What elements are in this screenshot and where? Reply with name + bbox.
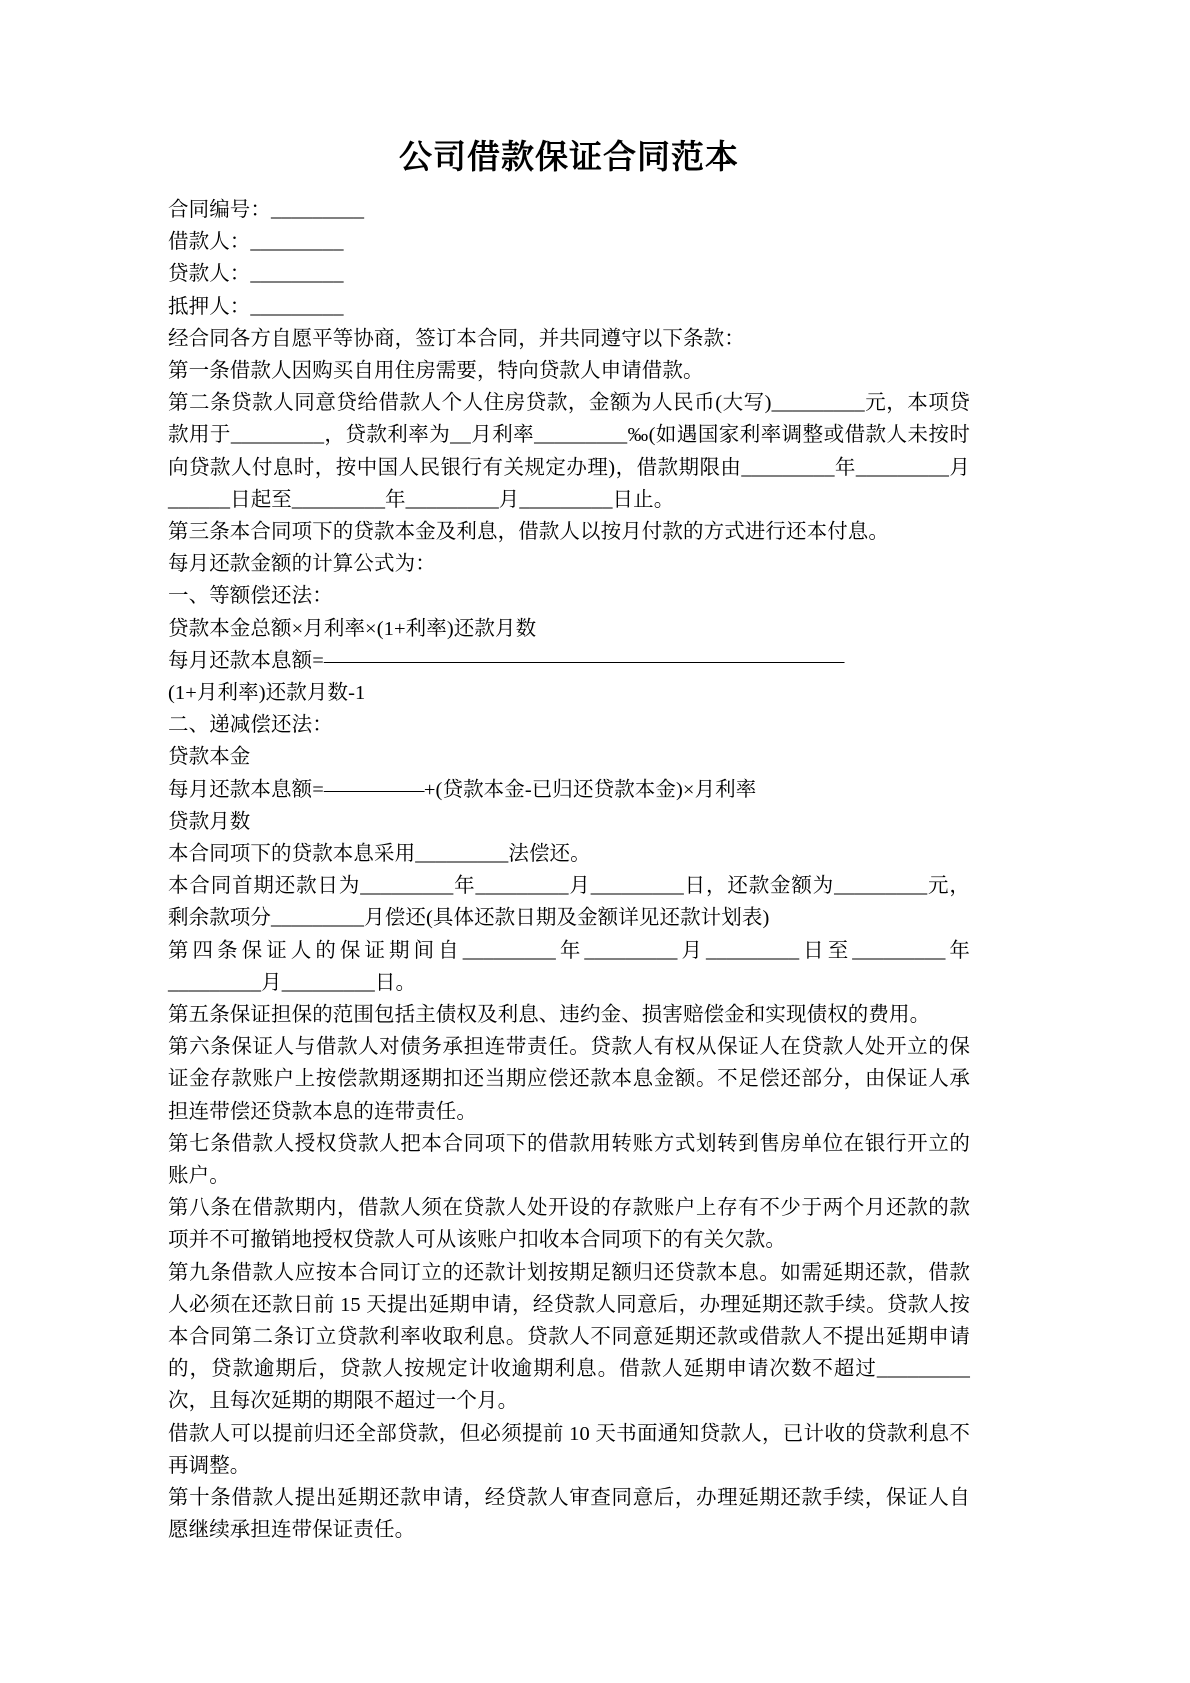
clause-9: 第九条借款人应按本合同订立的还款计划按期足额归还贷款本息。如需延期还款，借款人必须在还款日前 15 天提出延期申请，经贷款人同意后，办理延期还款手续。贷款人按本合同第二条订立贷款利率收取利息。贷款人不同意延期还款或借款人不提出延期申请的，贷款逾期后，贷款人按规定计收逾期利息。借款人延期申请次数不超过_________次，且每次延期的期限不超过一个月。 (168, 1261, 970, 1413)
preamble-paragraph: 经合同各方自愿平等协商，签订本合同，并共同遵守以下条款： (168, 327, 745, 350)
formula-method-2-heading: 二、递减偿还法： (168, 714, 333, 737)
formula-method-1-fraction-bar: —————————————————————————— (323, 649, 844, 672)
clause-6: 第六条保证人与借款人对债务承担连带责任。贷款人有权从保证人在贷款人处开立的保证金存款账户上按偿款期逐期扣还当期应偿还款本息金额。不足偿还部分，由保证人承担连带偿还贷款本息的连带责任。 (168, 1036, 970, 1123)
formula-intro: 每月还款金额的计算公式为： (168, 553, 436, 576)
field-contract-number-label: 合同编号： (168, 198, 271, 221)
field-contract-number (168, 194, 970, 226)
first-repayment-date-line: 本合同首期还款日为_________年_________月_________日，还款金额为_________元，剩余款项分_________月偿还(具体还款日期及金额详见还款计划表) (168, 875, 970, 930)
field-contract-number-blank[interactable]: _________ (271, 198, 365, 221)
repayment-method-blank[interactable]: _________ (415, 843, 509, 865)
formula-method-2-equation-tail: +(贷款本金-已归还贷款本金)×月利率 (423, 778, 757, 801)
formula-method-2-denominator: 贷款月数 (168, 810, 251, 833)
formula-method-2-equation-label: 每月还款本息额= (168, 778, 324, 801)
field-mortgagor-blank[interactable]: _________ (250, 295, 344, 318)
formula-method-1-denominator: (1+月利率)还款月数-1 (168, 681, 366, 704)
document-body (168, 194, 970, 1547)
field-mortgagor (168, 291, 970, 323)
repayment-method-suffix: 法偿还。 (508, 843, 591, 865)
clause-9-prepayment: 借款人可以提前归还全部贷款，但必须提前 10 天书面通知贷款人，已计收的贷款利息不再调整。 (168, 1422, 970, 1477)
field-lender-label: 贷款人： (168, 263, 251, 286)
page-title: 公司借款保证合同范本 (399, 137, 739, 176)
field-borrower-blank[interactable]: _________ (250, 231, 344, 254)
formula-method-1-equation-label: 每月还款本息额= (168, 649, 324, 672)
clause-3: 第三条本合同项下的贷款本金及利息，借款人以按月付款的方式进行还本付息。 (168, 520, 889, 543)
field-lender-blank[interactable]: _________ (250, 263, 344, 286)
clause-5: 第五条保证担保的范围包括主债权及利息、违约金、损害赔偿金和实现债权的费用。 (168, 1004, 931, 1027)
field-borrower-label: 借款人： (168, 231, 251, 254)
clause-1: 第一条借款人因购买自用住房需要，特向贷款人申请借款。 (168, 359, 704, 382)
formula-method-2-numerator: 贷款本金 (168, 746, 251, 769)
clause-2: 第二条贷款人同意贷给借款人个人住房贷款，金额为人民币(大写)_________元，本项贷款用于_________，贷款利率为__月利率_________‰(如遇国家利率调整或借款人未按时向贷款人付息时，按中国人民银行有关规定办理)，借款期限由_________年_________月______日起至_________年_________月_________日止。 (168, 392, 970, 511)
formula-method-1-numerator: 贷款本金总额×月利率×(1+利率)还款月数 (168, 617, 537, 640)
clause-7: 第七条借款人授权贷款人把本合同项下的借款用转账方式划转到售房单位在银行开立的账户。 (168, 1132, 970, 1188)
clause-8: 第八条在借款期内，借款人须在贷款人处开设的存款账户上存有不少于两个月还款的款项并不可撤销地授权贷款人可从该账户扣收本合同项下的有关欠款。 (168, 1197, 970, 1252)
repayment-method-line (168, 838, 970, 870)
repayment-method-label: 本合同项下的贷款本息采用 (168, 843, 416, 865)
field-lender (168, 258, 970, 290)
formula-method-1-heading: 一、等额偿还法： (168, 585, 333, 608)
formula-method-2-equation (168, 774, 970, 806)
field-mortgagor-label: 抵押人： (168, 295, 251, 318)
clause-4: 第四条保证人的保证期间自_________年_________月_________日至_________年_________月_________日。 (168, 939, 970, 994)
formula-method-2-fraction-bar: ————— (323, 778, 424, 801)
formula-method-1-equation (168, 645, 970, 677)
clause-10: 第十条借款人提出延期还款申请，经贷款人审查同意后，办理延期还款手续，保证人自愿继续承担连带保证责任。 (168, 1487, 970, 1542)
field-borrower (168, 226, 970, 258)
